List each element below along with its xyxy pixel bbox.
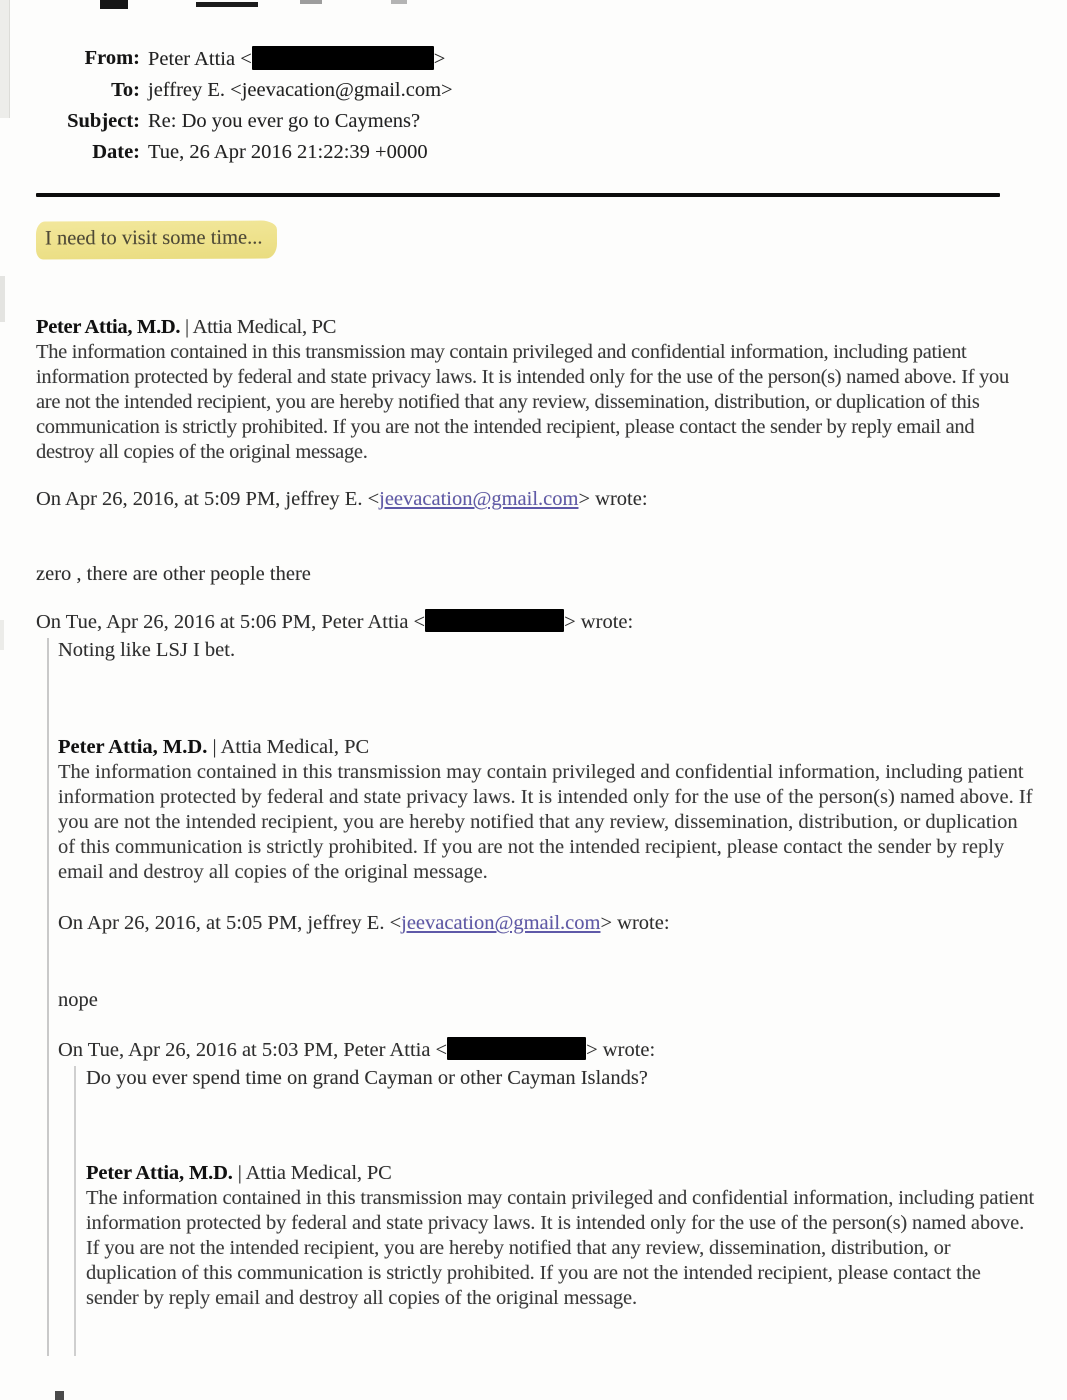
message-body-line: [36, 221, 1037, 259]
signature-line: [58, 735, 1037, 760]
date-label: Date:: [92, 141, 140, 163]
from-value-suffix: >: [433, 48, 446, 70]
attribution-text: > wrote:: [586, 1039, 656, 1061]
signature-org: Attia Medical, PC: [192, 316, 337, 338]
quote-level-2: [74, 1066, 1037, 1356]
attribution-text: > wrote:: [564, 611, 634, 633]
confidentiality-disclaimer: The information contained in this transmission may contain privileged and confidential information, including patient information protected by federal and state privacy laws. It is intended only for the use of the person(s) named above. If you are not the intended recipient, you are hereby notified that any review, dissemination, distribution, or duplication of this communication is strictly prohibited. If you are not the intended recipient, please contact the sender by reply email and destroy all copies of the original message.: [58, 761, 1033, 883]
signature-org: Attia Medical, PC: [220, 736, 370, 758]
signature-name: Peter Attia, M.D.: [36, 316, 181, 338]
signature-line: [86, 1161, 1037, 1186]
email-header-block: [36, 46, 1037, 165]
signature-name: Peter Attia, M.D.: [86, 1162, 233, 1184]
attribution-509: [36, 487, 1037, 512]
scan-artifact-bottom-mark: [55, 1391, 64, 1400]
subject-value: Re: Do you ever go to Caymens?: [148, 110, 421, 132]
attribution-text: On Tue, Apr 26, 2016 at 5:06 PM, Peter Attia <: [36, 611, 426, 633]
to-value: jeffrey E. <jeevacation@gmail.com>: [148, 79, 453, 101]
attribution-text: > wrote:: [600, 912, 670, 934]
header-divider: [36, 193, 1000, 197]
attribution-text: > wrote:: [578, 488, 648, 510]
jeevacation-email-link[interactable]: jeevacation@gmail.com: [379, 488, 579, 510]
quote-continuation-spacer: [86, 1311, 1037, 1356]
attribution-text: On Apr 26, 2016, at 5:09 PM, jeffrey E. <: [36, 488, 380, 510]
from-value: [148, 46, 1037, 72]
redaction-box-506-email: [425, 609, 564, 632]
signature-separator: |: [180, 316, 193, 338]
message-zero: zero , there are other people there: [36, 563, 311, 585]
attribution-text: On Tue, Apr 26, 2016 at 5:03 PM, Peter Attia <: [58, 1039, 448, 1061]
signature-block-3: [86, 1161, 1037, 1311]
redaction-box-from-email: [252, 46, 434, 70]
attribution-505: [58, 911, 1037, 936]
signature-block-1: [36, 315, 1037, 465]
signature-separator: |: [232, 1162, 246, 1184]
attribution-text: On Apr 26, 2016, at 5:05 PM, jeffrey E. <: [58, 912, 402, 934]
message-nope: nope: [58, 989, 98, 1011]
redaction-box-503-email: [447, 1037, 586, 1060]
quote-level-1: [47, 638, 1037, 1356]
message-noting: Noting like LSJ I bet.: [58, 639, 236, 661]
subject-label: Subject:: [67, 110, 140, 132]
signature-name: Peter Attia, M.D.: [58, 736, 208, 758]
date-value: Tue, 26 Apr 2016 21:22:39 +0000: [148, 141, 428, 163]
from-value-prefix: Peter Attia <: [148, 48, 252, 70]
attribution-506: [36, 609, 1037, 635]
signature-separator: |: [207, 736, 221, 758]
confidentiality-disclaimer: The information contained in this transmission may contain privileged and confidential information, including patient information protected by federal and state privacy laws. It is intended only for the use of the person(s) named above. If you are not the intended recipient, you are hereby notified that any review, dissemination, distribution, or duplication of this communication is strictly prohibited. If you are not the intended recipient, please contact the sender by reply email and destroy all copies of the original message.: [86, 1187, 1035, 1309]
jeevacation-email-link[interactable]: jeevacation@gmail.com: [401, 912, 601, 934]
signature-org: Attia Medical, PC: [245, 1162, 392, 1184]
attribution-503: [58, 1037, 1037, 1063]
message-cayman: Do you ever spend time on grand Cayman or other Cayman Islands?: [86, 1067, 648, 1089]
signature-line: [36, 315, 1037, 340]
confidentiality-disclaimer: The information contained in this transmission may contain privileged and confidential information, including patient information protected by federal and state privacy laws. It is intended only for the use of the person(s) named above. If you are not the intended recipient, you are hereby notified that any review, dissemination, distribution, or duplication of this communication is strictly prohibited. If you are not the intended recipient, please contact the sender by reply email and destroy all copies of the original message.: [36, 341, 1009, 463]
signature-block-2: [58, 735, 1037, 885]
to-label: To:: [111, 79, 140, 101]
highlighted-text: I need to visit some time...: [36, 220, 277, 259]
from-label: From:: [84, 47, 140, 69]
